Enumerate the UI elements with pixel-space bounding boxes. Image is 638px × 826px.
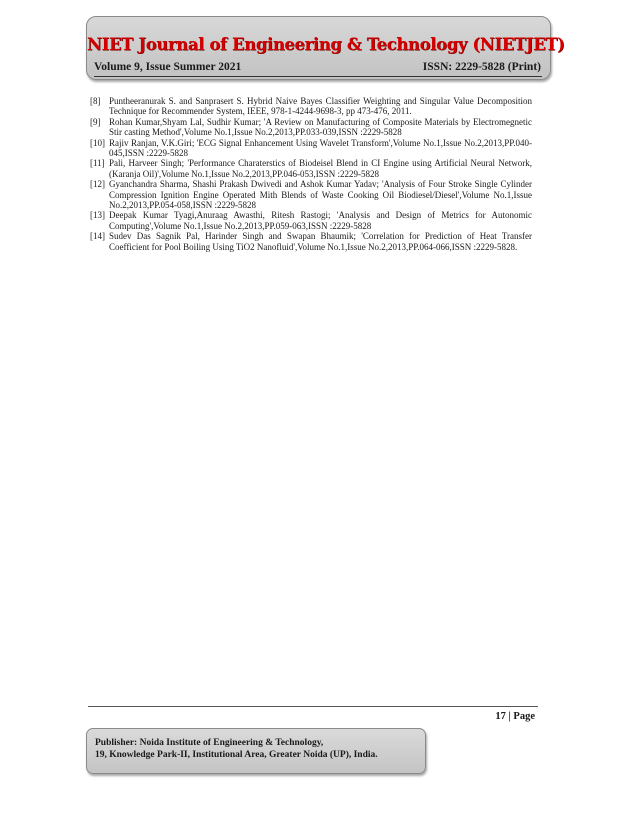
page-number: 17 | Page [495, 711, 535, 722]
reference-text: Sudev Das Sagnik Pal, Harinder Singh and Swapan Bhaumik; 'Correlation for Prediction of Heat Transfer Coefficient for Pool Boiling Using TiO2 Nanofluid',Volume No.1,Issue No.2,2013,PP.064-066,ISSN :2229-5828. [109, 231, 532, 252]
reference-text: Rohan Kumar,Shyam Lal, Sudhir Kumar; 'A Review on Manufacturing of Composite Materials by Electromegnetic Stir casting Method',Volume No.1,Issue No.2,2013,PP.033-039,ISSN :2229-5828 [109, 116, 532, 138]
header-divider [94, 76, 542, 77]
reference-number: [9] [90, 116, 101, 127]
reference-item [90, 210, 532, 231]
reference-number: [14] [90, 231, 105, 242]
publisher-name: Publisher: Noida Institute of Engineering & Technology, [95, 738, 324, 748]
reference-item [90, 179, 532, 210]
reference-item [90, 96, 532, 117]
reference-number: [13] [90, 210, 105, 221]
reference-text: Puntheeranurak S. and Sanprasert S. Hybrid Naive Bayes Classifier Weighting and Singular Value Decomposition Technique for Recommender System, IEEE, 978-1-4244-9698-3, pp 473-476, 2011. [109, 96, 532, 117]
issn-label: ISSN: 2229-5828 (Print) [422, 61, 541, 73]
issue-meta-line [94, 61, 541, 77]
publisher-box [86, 728, 426, 774]
reference-text: Rajiv Ranjan, V.K.Giri; 'ECG Signal Enhancement Using Wavelet Transform',Volume No.1,Issue No.2,2013,PP.040-045,ISSN :2229-5828 [109, 137, 532, 159]
reference-item [90, 117, 532, 138]
reference-number: [10] [90, 137, 105, 148]
reference-item [90, 231, 532, 252]
reference-item [90, 158, 532, 179]
journal-header-banner [86, 16, 565, 80]
footer-divider [88, 706, 538, 707]
reference-number: [12] [90, 179, 105, 190]
reference-item [90, 138, 532, 159]
publisher-address: 19, Knowledge Park-II, Institutional Area, Greater Noida (UP), India. [95, 750, 378, 760]
reference-number: [11] [90, 158, 105, 169]
reference-list [90, 96, 532, 252]
reference-text: Gyanchandra Sharma, Shashi Prakash Dwivedi and Ashok Kumar Yadav; 'Analysis of Four Stroke Single Cylinder Compression Ignition Engine Operated Mith Blends of Waste Cooking Oil Biodiesel/Diesel',Volume No.1,Issue No.2,2013,PP.054-058,ISSN :2229-5828 [109, 179, 532, 211]
reference-text: Deepak Kumar Tyagi,Anuraag Awasthi, Ritesh Rastogi; 'Analysis and Design of Metrics for Autonomic Computing',Volume No.1,Issue No.2,2013,PP.059-063,ISSN :2229-5828 [109, 210, 532, 231]
reference-text: Pali, Harveer Singh; 'Performance Charaterstics of Biodeisel Blend in CI Engine using Artificial Neural Network,(Karanja Oil)',Volume No.1,Issue No.2,2013,PP.046-053,ISSN :2229-5828 [109, 158, 532, 179]
journal-title: NIET Journal of Engineering & Technology (NIETJET) [87, 35, 565, 54]
reference-number: [8] [90, 96, 101, 106]
volume-issue: Volume 9, Issue Summer 2021 [94, 61, 242, 73]
